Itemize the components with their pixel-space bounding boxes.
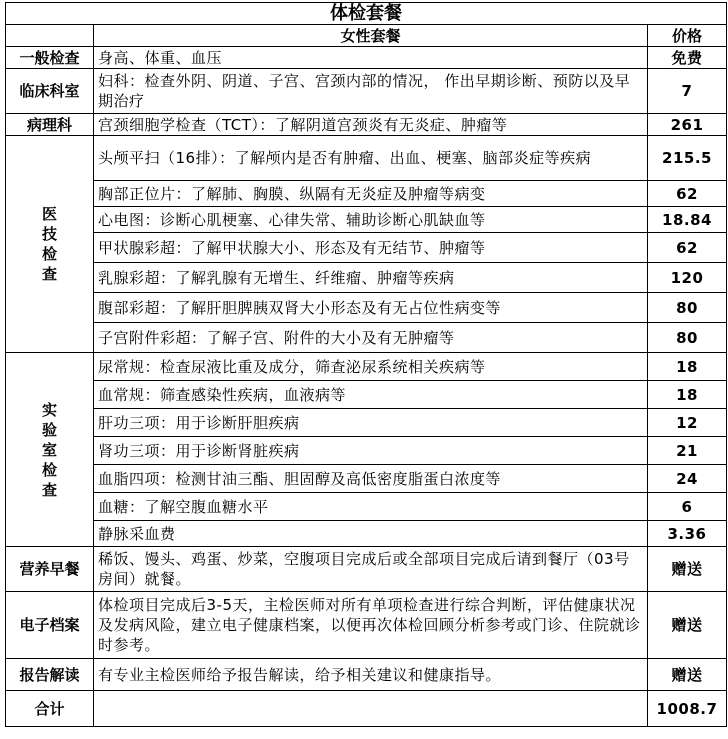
header-blank-cell	[6, 25, 94, 47]
item-description: 肾功三项：用于诊断肾脏疾病	[94, 437, 648, 465]
table-row	[6, 263, 727, 293]
category-breakfast: 营养早餐	[6, 547, 94, 592]
item-price: 3.36	[648, 521, 727, 547]
category-general: 一般检查	[6, 47, 94, 69]
table-row	[6, 409, 727, 437]
table-row	[6, 69, 727, 114]
header-price: 价格	[648, 25, 727, 47]
item-description: 心电图：诊断心肌梗塞、心律失常、辅助诊断心肌缺血等	[94, 207, 648, 233]
category-report: 报告解读	[6, 659, 94, 691]
table-row	[6, 381, 727, 409]
item-description: 有专业主检医师给予报告解读，给予相关建议和健康指导。	[94, 659, 648, 691]
category-laboratory: 实 验 室 检 查	[6, 353, 94, 547]
item-price: 12	[648, 409, 727, 437]
table-row	[6, 114, 727, 136]
item-description: 子宫附件彩超：了解子宫、附件的大小及有无肿瘤等	[94, 323, 648, 353]
item-price: 赠送	[648, 659, 727, 691]
item-price: 免费	[648, 47, 727, 69]
total-row	[6, 691, 727, 727]
table-row	[6, 323, 727, 353]
item-description: 血糖：了解空腹血糖水平	[94, 493, 648, 521]
item-description: 胸部正位片：了解肺、胸膜、纵隔有无炎症及肿瘤等病变	[94, 181, 648, 207]
item-price: 80	[648, 323, 727, 353]
category-medical-tech: 医 技 检 查	[6, 136, 94, 353]
item-price: 215.5	[648, 136, 727, 181]
category-pathology: 病理科	[6, 114, 94, 136]
item-price: 80	[648, 293, 727, 323]
item-description: 稀饭、馒头、鸡蛋、炒菜，空腹项目完成后或全部项目完成后请到餐厅（03号房间）就餐。	[94, 547, 648, 592]
item-price: 7	[648, 69, 727, 114]
item-price: 18	[648, 381, 727, 409]
item-price: 18	[648, 353, 727, 381]
table-row	[6, 47, 727, 69]
table-row	[6, 547, 727, 592]
category-clinical: 临床科室	[6, 69, 94, 114]
table-row	[6, 493, 727, 521]
total-item	[94, 691, 648, 727]
total-price: 1008.7	[648, 691, 727, 727]
item-price: 24	[648, 465, 727, 493]
item-description: 头颅平扫（16排）：了解颅内是否有肿瘤、出血、梗塞、脑部炎症等疾病	[94, 136, 648, 181]
item-price: 赠送	[648, 592, 727, 659]
item-description: 血脂四项：检测甘油三酯、胆固醇及高低密度脂蛋白浓度等	[94, 465, 648, 493]
table-row	[6, 353, 727, 381]
table-row	[6, 437, 727, 465]
table-row	[6, 293, 727, 323]
item-price: 21	[648, 437, 727, 465]
item-price: 261	[648, 114, 727, 136]
table-row	[6, 136, 727, 181]
table-row	[6, 465, 727, 493]
item-description: 甲状腺彩超：了解甲状腺大小、形态及有无结节、肿瘤等	[94, 233, 648, 263]
table-row	[6, 181, 727, 207]
item-description: 体检项目完成后3-5天，主检医师对所有单项检查进行综合判断，评估健康状况及发病风险，建立电子健康档案，以便再次体检回顾分析参考或门诊、住院就诊时参考。	[94, 592, 648, 659]
item-price: 62	[648, 181, 727, 207]
item-price: 赠送	[648, 547, 727, 592]
checkup-package-table	[5, 2, 727, 727]
table-row	[6, 592, 727, 659]
item-price: 62	[648, 233, 727, 263]
item-description: 宫颈细胞学检查（TCT）：了解阴道宫颈炎有无炎症、肿瘤等	[94, 114, 648, 136]
total-label: 合计	[6, 691, 94, 727]
item-description: 妇科：检查外阴、阴道、子宫、宫颈内部的情况， 作出早期诊断、预防以及早期治疗	[94, 69, 648, 114]
item-price: 6	[648, 493, 727, 521]
item-description: 静脉采血费	[94, 521, 648, 547]
table-row	[6, 659, 727, 691]
category-e-archive: 电子档案	[6, 592, 94, 659]
table-row	[6, 207, 727, 233]
item-description: 尿常规：检查尿液比重及成分，筛查泌尿系统相关疾病等	[94, 353, 648, 381]
item-description: 身高、体重、血压	[94, 47, 648, 69]
item-price: 18.84	[648, 207, 727, 233]
table-title: 体检套餐	[6, 3, 727, 25]
item-description: 血常规：筛查感染性疾病，血液病等	[94, 381, 648, 409]
item-description: 乳腺彩超：了解乳腺有无增生、纤维瘤、肿瘤等疾病	[94, 263, 648, 293]
table-row	[6, 233, 727, 263]
item-description: 肝功三项：用于诊断肝胆疾病	[94, 409, 648, 437]
item-description: 腹部彩超：了解肝胆脾胰双肾大小形态及有无占位性病变等	[94, 293, 648, 323]
item-price: 120	[648, 263, 727, 293]
header-items: 女性套餐	[94, 25, 648, 47]
table-row	[6, 521, 727, 547]
